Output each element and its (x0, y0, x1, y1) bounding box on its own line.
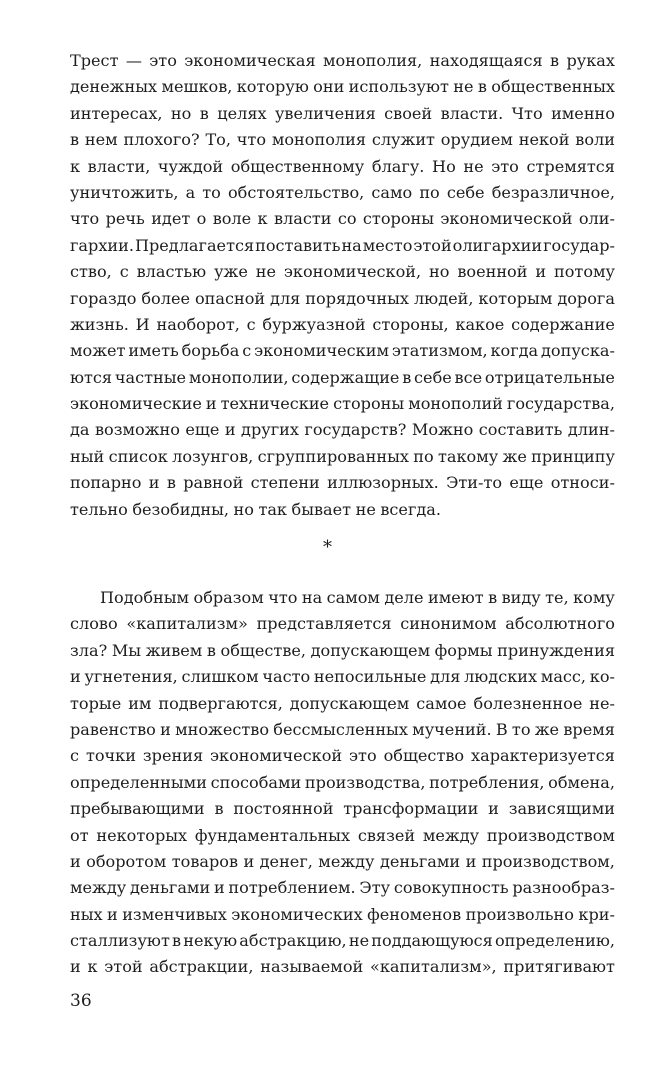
word: пребывающими (70, 799, 205, 819)
word: список (108, 446, 168, 466)
word: экономических (231, 904, 363, 924)
word: допускающем (289, 693, 410, 713)
word: чуждой (157, 156, 224, 176)
word: монополия (271, 130, 366, 150)
word: это (491, 156, 519, 176)
word: равной (183, 473, 244, 493)
word: степени (250, 473, 320, 493)
word: что (70, 209, 100, 229)
word: наоборот, (156, 314, 240, 334)
word: и (205, 394, 217, 414)
word: И (135, 314, 150, 334)
word: ных (70, 904, 103, 924)
word: попарно (70, 473, 142, 493)
word: зависящими (508, 799, 615, 819)
text-line (70, 638, 615, 664)
word: потреблением. (228, 878, 356, 898)
word: же (502, 446, 527, 466)
word: людских (464, 667, 538, 687)
word: Подобным (100, 588, 190, 607)
word: определенными (70, 772, 207, 792)
word: по (413, 446, 434, 466)
word: целях (217, 103, 267, 123)
word: виду (501, 588, 541, 607)
text-line (70, 954, 615, 980)
word: безразличное, (491, 182, 615, 202)
word: воле (212, 209, 252, 229)
text-line (70, 74, 615, 100)
page-number: 36 (70, 991, 92, 1011)
word: способами (210, 772, 302, 792)
word: не (463, 156, 484, 176)
word: со (337, 209, 357, 229)
word: властью (136, 262, 207, 282)
word: в (477, 77, 487, 97)
word: торые (70, 693, 122, 713)
word: фундаментальных (194, 825, 351, 845)
word: в (488, 588, 498, 607)
word: не (348, 931, 370, 951)
word: оборотом (86, 851, 167, 871)
word: борьба (181, 341, 240, 361)
word: находящаяся (429, 51, 543, 70)
word: зла? (70, 640, 108, 660)
word: не- (589, 693, 615, 713)
text-line (70, 338, 615, 364)
word: оли- (578, 209, 615, 229)
word: и (488, 799, 499, 819)
word: кри- (578, 904, 615, 924)
word: которую (236, 77, 309, 97)
word: и (70, 851, 81, 871)
word: о (196, 209, 207, 229)
word: абсолютного (505, 614, 615, 634)
word: все (454, 367, 483, 387)
word: живем (145, 640, 203, 660)
word: на (301, 588, 323, 607)
word: безобидны, (132, 499, 230, 519)
text-line (70, 444, 615, 470)
word: воли (575, 130, 615, 150)
word: на (341, 235, 362, 255)
word: себе (414, 367, 452, 387)
word: но (429, 262, 450, 282)
word: слово (70, 614, 118, 634)
word: в (206, 640, 216, 660)
word: трансформации (343, 799, 479, 819)
word: постоянной (233, 799, 334, 819)
word: допуска- (541, 341, 615, 361)
word: используют (348, 77, 449, 97)
word: возможно (94, 420, 180, 440)
word: и (160, 719, 171, 739)
word: масс, (540, 667, 587, 687)
word: какое (455, 314, 505, 334)
word: само (371, 182, 413, 202)
word: представляется (256, 614, 392, 634)
word: То, (205, 130, 231, 150)
word: порядочных (305, 288, 410, 308)
word: принуждения (497, 640, 615, 660)
word: к (257, 209, 268, 229)
word: отрицательные (484, 367, 615, 387)
word: Эту (359, 878, 391, 898)
word: равенство (70, 719, 156, 739)
word: Но (432, 156, 456, 176)
word: Что (511, 103, 543, 123)
word: уничтожить, (70, 182, 179, 202)
paragraph-1 (70, 48, 615, 523)
word: между (318, 851, 375, 871)
word: часто (262, 667, 311, 687)
text-line (70, 101, 615, 127)
word: товаров (171, 851, 239, 871)
word: производством, (481, 851, 615, 871)
word: потребления, (429, 772, 545, 792)
word: потому (554, 262, 615, 282)
word: олигархии (452, 235, 543, 255)
word: и (70, 957, 81, 977)
word: технические (220, 394, 330, 414)
word: то (511, 719, 531, 739)
word: такому (437, 446, 499, 466)
word: общественных (491, 77, 615, 97)
word: длин- (567, 420, 615, 440)
text-line (70, 928, 615, 954)
word: между (422, 825, 480, 845)
word: — (125, 51, 142, 70)
word: относи- (550, 473, 615, 493)
word: еще (185, 420, 220, 440)
word: экономической (440, 209, 573, 229)
word: к (87, 957, 98, 977)
word: этой (413, 235, 452, 255)
word: абстракции, (149, 957, 254, 977)
word: Эти-то (446, 473, 503, 493)
word: сгруппированных (257, 446, 409, 466)
word: и (213, 878, 225, 898)
word: образом (193, 588, 264, 607)
word: самое (416, 693, 467, 713)
word: между (70, 878, 127, 898)
word: идет (151, 209, 191, 229)
word: это (149, 51, 177, 70)
text-line (70, 875, 615, 901)
word: они (313, 77, 345, 97)
word: что (268, 588, 298, 607)
word: экономической (210, 746, 343, 766)
word: и (465, 851, 477, 871)
word: разнообраз- (512, 878, 615, 898)
word: да (70, 420, 90, 440)
text-line (70, 48, 615, 74)
word: не (355, 499, 376, 519)
word: бессмысленных (273, 719, 408, 739)
word: точки (85, 746, 136, 766)
word: стороны, (372, 314, 449, 334)
word: государ- (543, 235, 615, 255)
word: Трест (70, 51, 119, 70)
word: изменчивых (122, 904, 227, 924)
word: называемой (260, 957, 364, 977)
word: зрения (142, 746, 204, 766)
word: служит (371, 130, 435, 150)
word: увеличения (274, 103, 376, 123)
text-line (70, 611, 615, 637)
word: иметь (128, 341, 179, 361)
word: опасной (194, 288, 266, 308)
word: более (141, 288, 190, 308)
word: в (199, 103, 209, 123)
word: подвергаются, (158, 693, 283, 713)
text-line (70, 365, 615, 391)
word: «капитализм», (370, 957, 497, 977)
word: с (119, 262, 129, 282)
word: обмена, (548, 772, 615, 792)
word: угнетения, (84, 667, 178, 687)
word: совокупность (393, 878, 509, 898)
word: некую (183, 931, 238, 951)
text-line (70, 717, 615, 743)
word: власти. (440, 103, 504, 123)
word: может (70, 341, 126, 361)
word: руках (566, 51, 615, 70)
word: имеют (427, 588, 484, 607)
word: власти (273, 209, 332, 229)
word: экономическая (184, 51, 316, 70)
word: для (430, 667, 461, 687)
word: экономические (70, 394, 202, 414)
word: содержание (511, 314, 615, 334)
word: место (362, 235, 413, 255)
word: но (233, 499, 254, 519)
text-line (70, 470, 615, 496)
word: Можно (411, 420, 474, 440)
word: деле (384, 588, 424, 607)
word: составить (478, 420, 563, 440)
word: плохого? (123, 130, 200, 150)
word: притягивают (503, 957, 615, 977)
word: монополий (408, 394, 503, 414)
word: власти, (87, 156, 151, 176)
word: гораздо (70, 288, 137, 308)
text-line (70, 849, 615, 875)
word: этой (104, 957, 143, 977)
word: монополии, (188, 367, 289, 387)
word: не (255, 262, 277, 282)
word: стороны (362, 209, 435, 229)
text-line (70, 585, 615, 611)
word: которым (478, 288, 553, 308)
word: людей, (413, 288, 474, 308)
word: стремятся (526, 156, 615, 176)
word: в (166, 473, 176, 493)
word: же (534, 719, 560, 739)
word: еще (509, 473, 544, 493)
word: Предлагается (134, 235, 255, 255)
word: не (453, 77, 474, 97)
word: от (70, 825, 89, 845)
word: денежных (70, 77, 158, 97)
word: ются (70, 367, 113, 387)
word: своей (384, 103, 433, 123)
word: кому (573, 588, 615, 607)
word: этатизмом, (391, 341, 488, 361)
word: военной (457, 262, 528, 282)
word: нем (84, 130, 118, 150)
word: допускающем (310, 640, 431, 660)
word: принципу (531, 446, 615, 466)
word: и (107, 904, 118, 924)
word: монополия, (323, 51, 423, 70)
word: речь (105, 209, 145, 229)
word: время (563, 719, 615, 739)
word: слишком (181, 667, 259, 687)
word: синонимом (400, 614, 497, 634)
text-line (70, 206, 615, 232)
text-line (70, 286, 615, 312)
word: к (70, 156, 81, 176)
word: тельно (70, 499, 128, 519)
section-separator: * (323, 537, 332, 558)
word: те, (545, 588, 569, 607)
word: себе (446, 182, 485, 202)
word: формы (434, 640, 493, 660)
word: гархии. (70, 235, 134, 255)
word: определению, (494, 931, 615, 951)
word: абстракцию, (239, 931, 347, 951)
word: в (70, 130, 80, 150)
text-line (70, 259, 615, 285)
word: когда (490, 341, 539, 361)
word: то (202, 182, 221, 202)
text-line (70, 691, 615, 717)
word: ный (70, 446, 105, 466)
word: ство, (70, 262, 112, 282)
word: некоторых (96, 825, 188, 845)
word: в (172, 931, 182, 951)
word: дорога (557, 288, 615, 308)
word: связей (357, 825, 416, 845)
word: в (214, 799, 224, 819)
word: но (170, 103, 192, 123)
word: частные (114, 367, 187, 387)
paragraph-2 (70, 585, 615, 981)
word: и (148, 473, 160, 493)
word: а (185, 182, 196, 202)
word: экономической, (283, 262, 422, 282)
word: болезненное (473, 693, 583, 713)
word: обстоятельство, (227, 182, 365, 202)
word: содержащие (291, 367, 400, 387)
word: «капитализм» (126, 614, 248, 634)
word: произвольно (465, 904, 574, 924)
word: в (402, 367, 412, 387)
word: что (236, 130, 267, 150)
word: экономическим (254, 341, 389, 361)
word: производства, (304, 772, 426, 792)
word: характеризуется (471, 746, 615, 766)
word: по (419, 182, 440, 202)
word: В (495, 719, 508, 739)
word: благу. (371, 156, 425, 176)
word: мешков, (161, 77, 233, 97)
text-line (70, 664, 615, 690)
word: буржуазной (262, 314, 366, 334)
word: деньгами (379, 851, 461, 871)
word: государства, (506, 394, 615, 414)
word: бывает (291, 499, 352, 519)
word: интересах, (70, 103, 163, 123)
word: деньгами (129, 878, 211, 898)
text-line (70, 743, 615, 769)
text-line (70, 312, 615, 338)
word: обществе, (220, 640, 307, 660)
word: общественному (230, 156, 365, 176)
text-line (70, 391, 615, 417)
word: самом (326, 588, 380, 607)
word: и (70, 667, 81, 687)
text-line (70, 497, 615, 523)
word: с (70, 746, 80, 766)
word: с (246, 314, 256, 334)
word: сталлизуют (70, 931, 170, 951)
word: других (241, 420, 299, 440)
word: им (128, 693, 152, 713)
word: денег, (259, 851, 313, 871)
word: и (535, 262, 547, 282)
word: уже (214, 262, 248, 282)
word: жизнь. (70, 314, 129, 334)
word: поддающуюся (371, 931, 493, 951)
word: Мы (111, 640, 142, 660)
text-line (70, 127, 615, 153)
word: именно (551, 103, 615, 123)
word: орудием (440, 130, 513, 150)
word: мучений. (412, 719, 492, 739)
text-line (70, 180, 615, 206)
word: непосильные (313, 667, 427, 687)
text-line (70, 796, 615, 822)
text-line (70, 233, 615, 259)
word: с (242, 341, 252, 361)
word: стороны (333, 394, 405, 414)
word: и (224, 420, 236, 440)
word: производством (486, 825, 615, 845)
word: поставить (255, 235, 341, 255)
word: так (258, 499, 287, 519)
word: и (243, 851, 255, 871)
word: феноменов (367, 904, 462, 924)
word: общество (383, 746, 465, 766)
word: некой (518, 130, 570, 150)
text-line (70, 770, 615, 796)
word: это (349, 746, 377, 766)
word: для (270, 288, 301, 308)
word: иллюзорных. (327, 473, 439, 493)
word: всегда. (380, 499, 442, 519)
text-line (70, 417, 615, 443)
word: множество (175, 719, 270, 739)
text-line (70, 154, 615, 180)
word: в (550, 51, 560, 70)
word: ко- (589, 667, 615, 687)
text-line (70, 823, 615, 849)
word: лозунгов, (172, 446, 254, 466)
text-line (70, 902, 615, 928)
word: государств? (304, 420, 407, 440)
